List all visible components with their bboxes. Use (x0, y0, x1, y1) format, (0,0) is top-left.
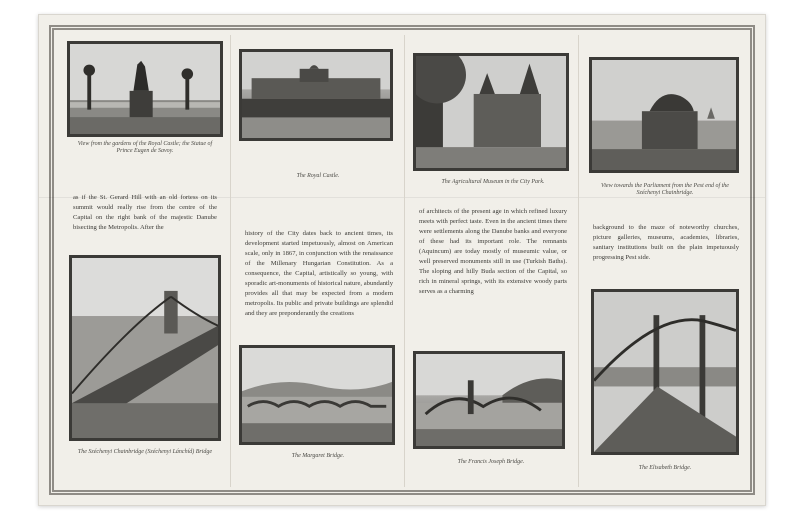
caption-bottom-2: The Margaret Bridge. (291, 453, 345, 459)
panel-4 (579, 35, 747, 487)
body-text-3: of architects of the present age in which refined luxury meets with perfect taste. Even in the ancient times there were settlements along the Danube banks and everyone of these had its important role. The remnants (Aquincum) are today mostly of museumic value, or well preserved monuments still in use (Turkish Baths). The sloping and hilly Buda section of the Capital, so rich in mineral springs, with its extensive woody parts serves as a charming (419, 208, 567, 295)
photo-agricultural-museum (413, 53, 569, 171)
brochure-sheet (38, 14, 766, 506)
caption-bottom-1: The Széchenyi Chainbridge (Széchenyi Lánchíd) Bridge (77, 449, 213, 455)
caption-top-2: The Royal Castle. (296, 173, 340, 179)
body-text-2: history of the City dates back to ancient times, its development started impetuously, almost on American scale, only in 1867, in conjunction with the renaissance of the Millenary Hungarian Constitution. As a consequence, the Capital, artistically so young, with sporadic art-monuments of historical nature, abundantly provides all that may be expected from a modern metropolis. Its public and private buildings are splendid and they are preponderantly the creations (245, 230, 393, 317)
photo-francis-joseph-bridge (413, 351, 565, 449)
caption-bottom-3: The Francis Joseph Bridge. (457, 459, 525, 465)
panel-3 (405, 35, 579, 487)
panel-1 (59, 35, 231, 487)
caption-top-4: View towards the Parliament from the Pest end of the Széchenyi Chainbridge. (601, 183, 729, 196)
caption-top-1: View from the gardens of the Royal Castle; the Statue of Prince Eugen de Savoy. (77, 141, 213, 154)
panel-2 (231, 35, 405, 487)
photo-margaret-bridge (239, 345, 395, 445)
body-text-1: as if the St. Gerard Hill with an old fortess on its summit would really rise from the centre of the Capital on the right bank of the majestic Danube bisecting the Metropolis. After the (73, 194, 217, 231)
photo-royal-castle-gardens (67, 41, 223, 137)
photo-chainbridge (69, 255, 221, 441)
caption-bottom-4: The Elisabeth Bridge. (638, 465, 692, 471)
photo-elisabeth-bridge (591, 289, 739, 455)
photo-royal-castle (239, 49, 393, 141)
photo-lion-statue-parliament-view (589, 57, 739, 173)
body-text-4: background to the maze of noteworthy churches, picture galleries, museums, academies, libraries, sanitary institutions built on the plain impetuously progressing Pest side. (593, 224, 739, 261)
caption-top-3: The Agricultural Museum in the City Park. (441, 179, 545, 185)
